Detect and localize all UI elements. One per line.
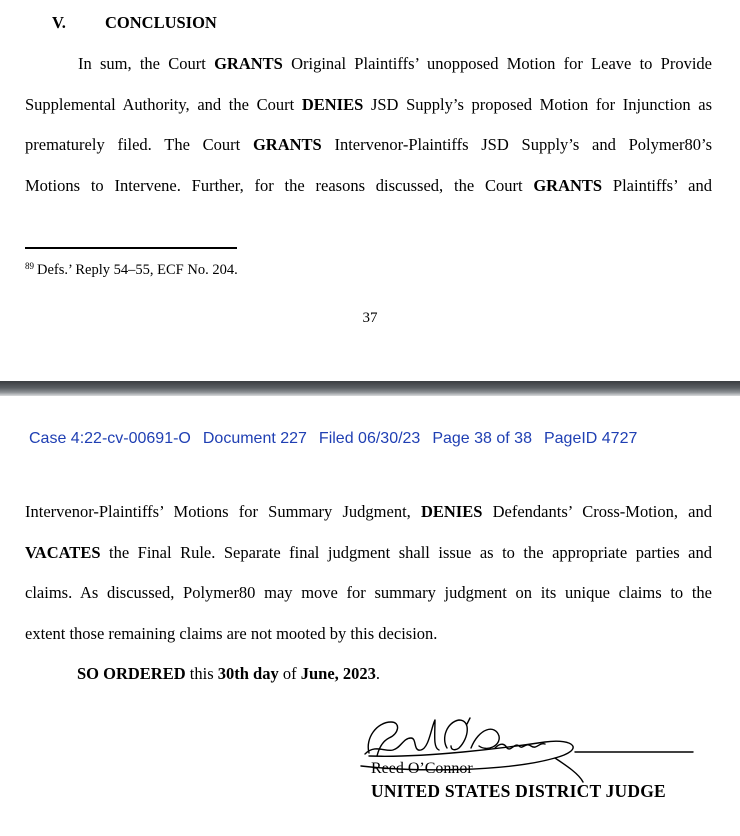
signer-name: Reed O’Connor [371,760,473,777]
text-run: Defendants’ Cross-Motion, and [482,502,712,521]
text-run: Original Plaintiffs’ unopposed Motion for Leave to Provide [282,54,712,73]
bold-text: GRANTS [214,54,283,73]
footnote-divider [25,247,237,249]
footnote [25,257,238,279]
body-line [78,54,712,74]
body-line [25,135,712,155]
case-number: Case 4:22-cv-00691-O [29,430,191,447]
text-run: In sum, the Court [78,54,215,73]
page-separator [0,381,740,396]
bold-text: GRANTS [533,176,603,195]
body-line [25,95,712,115]
bold-text: VACATES [25,543,101,562]
text-run: Plaintiffs’ and [602,176,712,195]
bold-text: June, 2023 [300,664,376,683]
page-number: 37 [362,310,378,326]
section-number: V. [52,13,66,32]
body-line [25,543,712,563]
text-run: prematurely filed. The Court [25,135,253,154]
text-run: JSD Supply’s proposed Motion for Injunction as [363,95,712,114]
signer-title: UNITED STATES DISTRICT JUDGE [371,781,666,801]
text-run: Intervenor-Plaintiffs JSD Supply’s and Polymer80’s [321,135,712,154]
text-run: extent those remaining claims are not mooted by this decision. [25,624,438,643]
body-line [25,624,712,644]
text-run: of [278,664,301,683]
section-heading [52,13,217,33]
bold-text: SO ORDERED [77,664,186,683]
section-title: CONCLUSION [105,13,217,32]
page-id: PageID 4727 [543,430,638,447]
bold-text: DENIES [420,502,483,521]
bold-text: DENIES [301,95,364,114]
bold-text: GRANTS [252,135,322,154]
body-line [25,176,712,196]
body-line [25,502,712,522]
footnote-text: Defs.’ Reply 54–55, ECF No. 204. [37,262,238,278]
bold-text: 30th day [217,664,279,683]
page-count: Page 38 of 38 [432,430,532,447]
text-run: Supplemental Authority, and the Court [25,95,302,114]
text-run: the Final Rule. Separate final judgment shall issue as to the appropriate parties and [100,543,712,562]
footnote-number: 89 [25,261,34,271]
text-run: this [185,664,218,683]
text-run: . [375,664,381,683]
text-run: Intervenor-Plaintiffs’ Motions for Summary Judgment, [25,502,421,521]
body-line [25,583,712,603]
text-run: Motions to Intervene. Further, for the reasons discussed, the Court [25,176,534,195]
document-number: Document 227 [202,430,307,447]
page-37 [0,0,740,381]
text-run: claims. As discussed, Polymer80 may move for summary judgment on its unique claims to the [25,583,712,602]
so-ordered-line [77,664,380,684]
filed-date: Filed 06/30/23 [318,430,421,447]
case-header [29,430,637,448]
